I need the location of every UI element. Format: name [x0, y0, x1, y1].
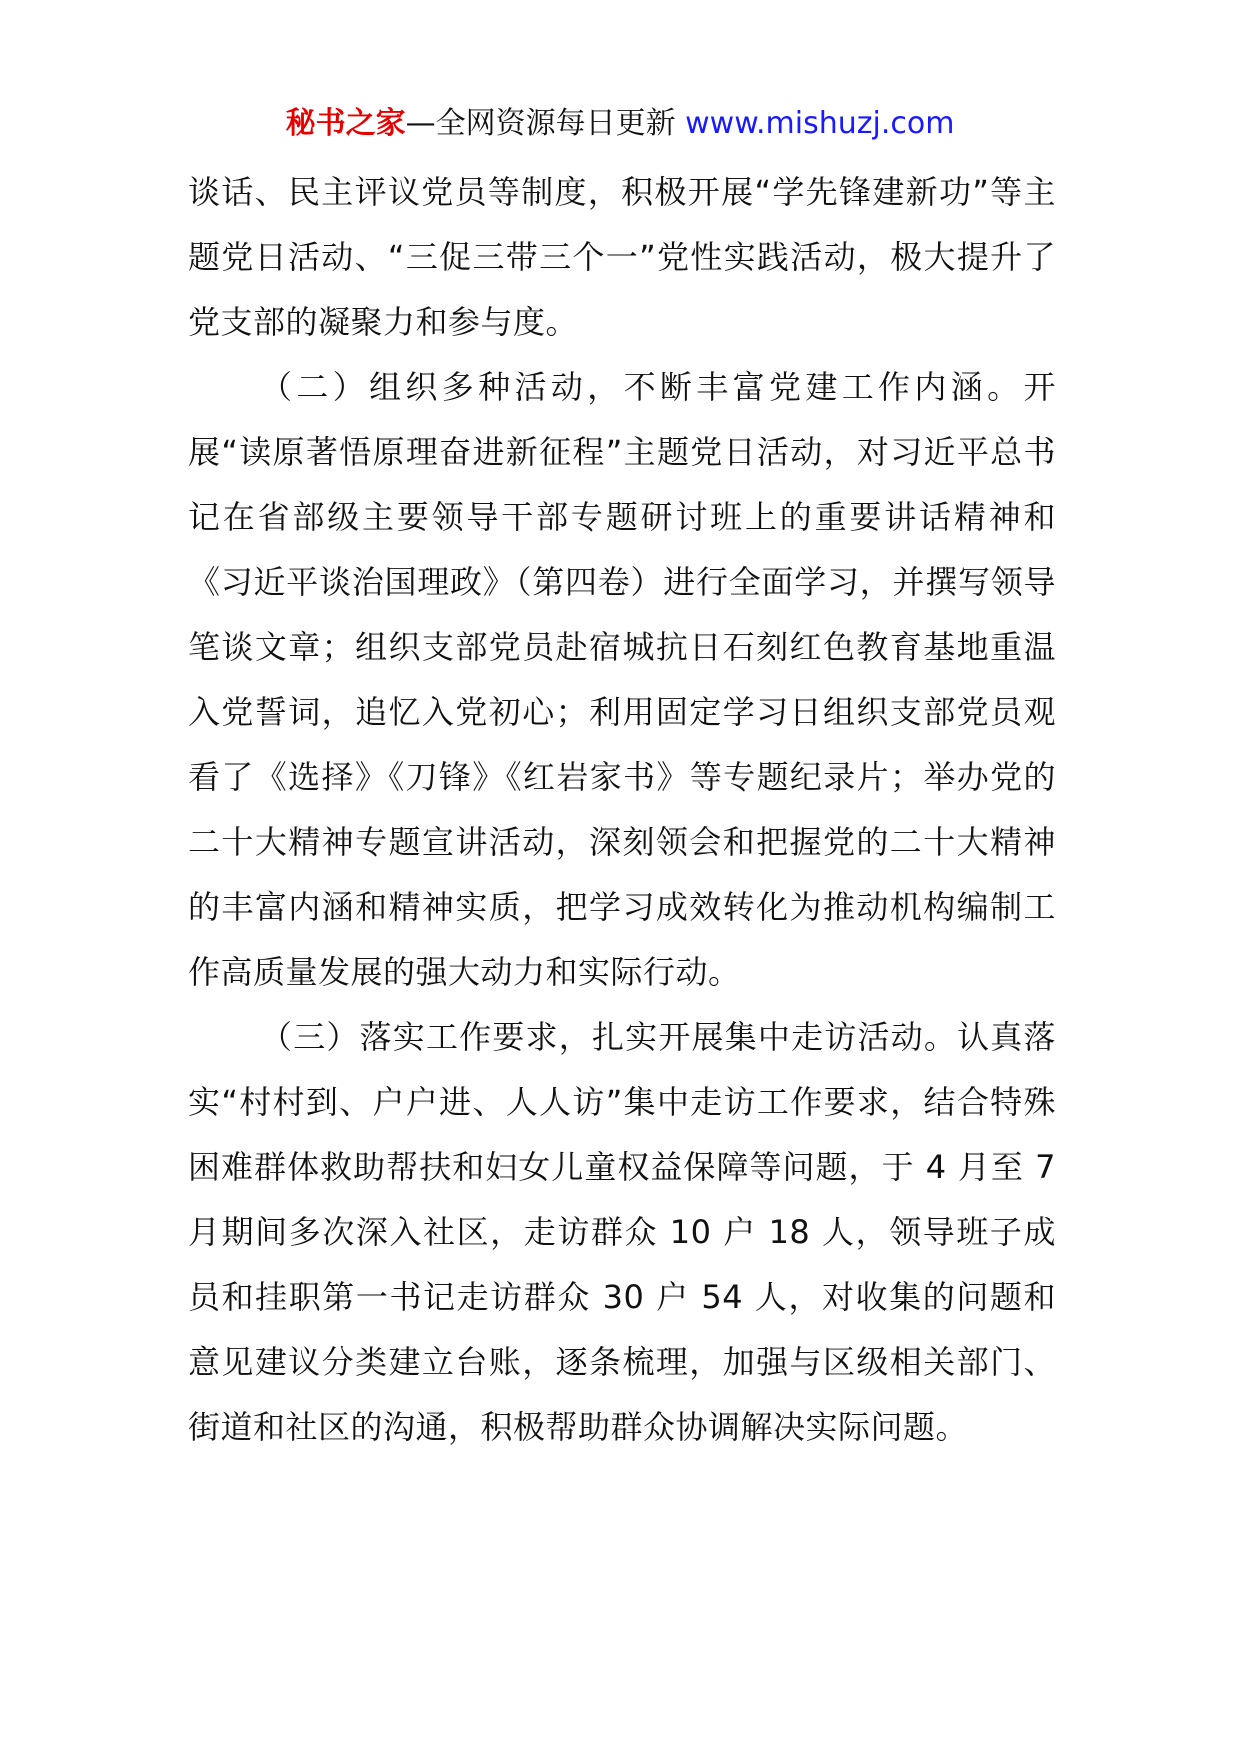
document-body	[188, 160, 1056, 1460]
page-header	[0, 104, 1240, 144]
paragraph-section-two: （二）组织多种活动，不断丰富党建工作内涵。开展“读原著悟原理奋进新征程”主题党日活动，对习近平总书记在省部级主要领导干部专题研讨班上的重要讲话精神和《习近平谈治国理政》（第四卷）进行全面学习，并撰写领导笔谈文章；组织支部党员赴宿城抗日石刻红色教育基地重温入党誓词，追忆入党初心；利用固定学习日组织支部党员观看了《选择》《刀锋》《红岩家书》等专题纪录片；举办党的二十大精神专题宣讲活动，深刻领会和把握党的二十大精神的丰富内涵和精神实质，把学习成效转化为推动机构编制工作高质量发展的强大动力和实际行动。	[188, 368, 1056, 991]
header-tagline: —全网资源每日更新	[405, 106, 676, 141]
site-url-link[interactable]: www.mishuzj.com	[685, 106, 955, 141]
paragraph-continuation: 谈话、民主评议党员等制度，积极开展“学先锋建新功”等主题党日活动、“三促三带三个一”党性实践活动，极大提升了党支部的凝聚力和参与度。	[188, 173, 1056, 341]
brand-name: 秘书之家	[285, 106, 406, 141]
paragraph-section-three: （三）落实工作要求，扎实开展集中走访活动。认真落实“村村到、户户进、人人访”集中走访工作要求，结合特殊困难群体救助帮扶和妇女儿童权益保障等问题，于 4 月至 7 月期间多次深入社区，走访群众 10 户 18 人，领导班子成员和挂职第一书记走访群众 30 户 54 人，对收集的问题和意见建议分类建立台账，逐条梳理，加强与区级相关部门、街道和社区的沟通，积极帮助群众协调解决实际问题。	[188, 1018, 1056, 1446]
